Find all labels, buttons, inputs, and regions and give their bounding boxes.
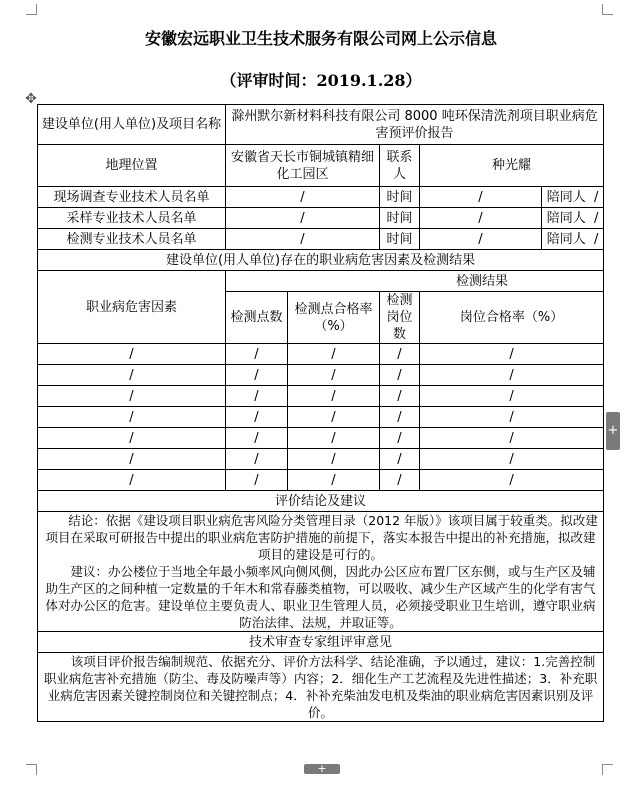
column-header: 岗位合格率（%） (420, 292, 604, 344)
results-header: 检测结果 (226, 271, 604, 292)
contact-label: 联系人 (380, 145, 420, 187)
hazard-cell: / (288, 449, 380, 470)
hazard-row (38, 386, 604, 407)
hazard-cell: / (420, 386, 604, 407)
staff-row (38, 208, 604, 229)
column-header: 检测岗位数 (380, 292, 420, 344)
hazard-row (38, 428, 604, 449)
companion-value: / (593, 189, 599, 205)
hazard-cell: / (420, 470, 604, 491)
companion-cell (542, 208, 604, 229)
conclusion-paragraph: 结论：依据《建设项目职业病危害风险分类管理目录（2012 年版）》该项目属于较重类。拟改建项目在采取可研报告中提出的职业病危害防护措施的前提下，落实本报告中提出的补充措施，拟改建项目的建设是可行的。 (45, 513, 598, 562)
hazard-header-row (38, 271, 604, 292)
companion-label: 陪同人 (546, 231, 586, 247)
staff-label: 现场调查专业技术人员名单 (38, 187, 226, 208)
column-header: 检测点合格率（%） (288, 292, 380, 344)
hazard-cell: / (420, 428, 604, 449)
hazard-cell: / (288, 365, 380, 386)
hazard-cell: / (38, 470, 226, 491)
companion-label: 陪同人 (546, 189, 586, 205)
suggestion-paragraph: 建议：办公楼位于当地全年最小频率风向侧风侧，因此办公区应布置厂区东侧，或与生产区及辅助生产区的之间种植一定数量的千年木和常春藤类植物，可以吸收、减少生产区域产生的化学有害气体对办公区的危害。建设单位主要负责人、职业卫生管理人员，必须接受职业卫生培训，遵守职业病防治法律、法规，并取证等。 (45, 564, 596, 630)
hazard-cell: / (380, 470, 420, 491)
staff-value: / (226, 208, 380, 229)
time-label: 时间 (380, 229, 420, 250)
hazard-section-heading: 建设单位(用人单位)存在的职业病危害因素及检测结果 (38, 250, 604, 271)
hazard-cell: / (288, 344, 380, 365)
hazard-cell: / (380, 365, 420, 386)
hazard-cell: / (226, 428, 288, 449)
companion-label: 陪同人 (546, 210, 586, 226)
hazard-cell: / (288, 386, 380, 407)
hazard-cell: / (38, 344, 226, 365)
hazard-cell: / (226, 365, 288, 386)
time-label: 时间 (380, 187, 420, 208)
hazard-cell: / (226, 344, 288, 365)
location-label: 地理位置 (38, 145, 226, 187)
companion-value: / (593, 231, 599, 247)
hazard-cell: / (380, 449, 420, 470)
project-row (38, 105, 604, 145)
hazard-cell: / (420, 407, 604, 428)
hazard-factor-header: 职业病危害因素 (38, 271, 226, 344)
review-time: （评审时间：2019.1.28） (220, 71, 422, 90)
expert-review-body-row (38, 653, 604, 722)
hazard-cell: / (420, 449, 604, 470)
expert-review-body (38, 653, 604, 722)
hazard-cell: / (38, 428, 226, 449)
expert-review-paragraph: 该项目评价报告编制规范、依据充分、评价方法科学、结论准确，予以通过，建议：1.完善控制职业病危害补充措施（防尘、毒及防噪声等）内容；2．细化生产工艺流程及先进性描述；3．补充职业病危害因素关键控制岗位和关键控制点；4．补补充柴油发电机及柴油的职业病危害因素识别及评价。 (43, 654, 598, 720)
companion-value: / (593, 210, 599, 226)
column-header: 检测点数 (226, 292, 288, 344)
time-label: 时间 (380, 208, 420, 229)
page-title: 安徽宏远职业卫生技术服务有限公司网上公示信息 (144, 29, 497, 48)
staff-label: 检测专业技术人员名单 (38, 229, 226, 250)
companion-cell (542, 187, 604, 208)
hazard-cell: / (38, 365, 226, 386)
companion-cell (542, 229, 604, 250)
conclusion-heading: 评价结论及建议 (38, 491, 604, 512)
time-value: / (420, 187, 542, 208)
hazard-cell: / (38, 386, 226, 407)
hazard-cell: / (380, 344, 420, 365)
hazard-cell: / (38, 407, 226, 428)
staff-row (38, 229, 604, 250)
hazard-cell: / (380, 407, 420, 428)
table-move-handle-icon[interactable]: ✥ (25, 91, 37, 107)
contact-value: 种光耀 (420, 145, 604, 187)
hazard-row (38, 365, 604, 386)
page-corner-bottom-right (602, 764, 613, 775)
hazard-row (38, 449, 604, 470)
project-value: 滁州默尔新材料科技有限公司 8000 吨环保清洗剂项目职业病危害预评价报告 (226, 105, 604, 145)
conclusion-body (38, 512, 604, 632)
conclusion-body-row (38, 512, 604, 632)
hazard-cell: / (226, 407, 288, 428)
conclusion-heading-row (38, 491, 604, 512)
hazard-cell: / (226, 470, 288, 491)
hazard-cell: / (288, 407, 380, 428)
hazard-section-heading-row (38, 250, 604, 271)
hazard-cell: / (380, 386, 420, 407)
hazard-row (38, 407, 604, 428)
disclosure-table (37, 104, 604, 722)
page-corner-bottom-left (26, 764, 37, 775)
time-value: / (420, 208, 542, 229)
project-label: 建设单位(用人单位)及项目名称 (38, 105, 226, 145)
time-value: / (420, 229, 542, 250)
expert-review-heading: 技术审查专家组评审意见 (38, 632, 604, 653)
expert-review-heading-row (38, 632, 604, 653)
hazard-cell: / (420, 344, 604, 365)
hazard-cell: / (288, 470, 380, 491)
hazard-cell: / (288, 428, 380, 449)
page-corner-top-left (26, 4, 37, 15)
staff-row (38, 187, 604, 208)
hazard-row (38, 470, 604, 491)
staff-value: / (226, 229, 380, 250)
add-column-icon[interactable]: + (606, 412, 620, 450)
staff-label: 采样专业技术人员名单 (38, 208, 226, 229)
hazard-cell: / (380, 428, 420, 449)
hazard-row (38, 344, 604, 365)
hazard-cell: / (226, 386, 288, 407)
add-row-icon[interactable]: + (304, 764, 340, 774)
staff-value: / (226, 187, 380, 208)
page-corner-top-right (602, 4, 613, 15)
location-value: 安徽省天长市铜城镇精细化工园区 (226, 145, 380, 187)
hazard-cell: / (226, 449, 288, 470)
hazard-cell: / (38, 449, 226, 470)
location-row (38, 145, 604, 187)
hazard-cell: / (420, 365, 604, 386)
